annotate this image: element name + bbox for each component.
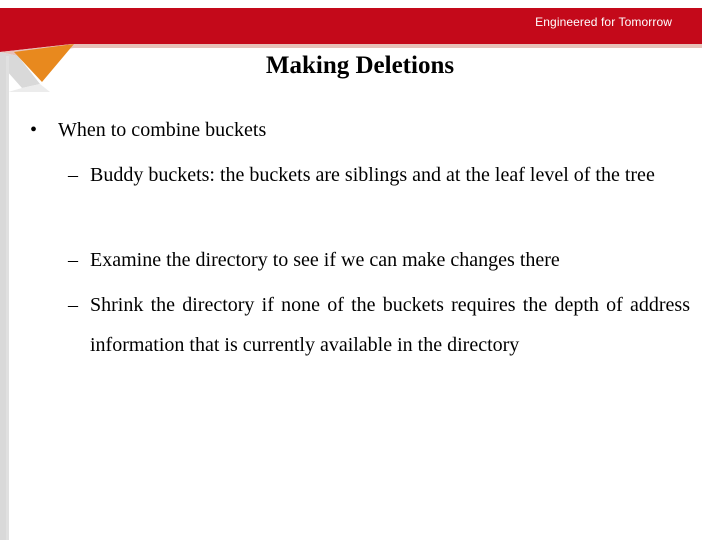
subpoint-text: Examine the directory to see if we can make changes there (90, 249, 560, 271)
bullet-text: When to combine buckets (58, 119, 267, 141)
subpoint-text: Shrink the directory if none of the buckets requires the depth of address information that is currently available in the directory (90, 294, 690, 356)
subpoint-item (68, 240, 690, 280)
subpoint-marker: – (68, 294, 78, 316)
subpoint-text: Buddy buckets: the buckets are siblings and at the leaf level of the tree (90, 164, 655, 186)
header-tagline: Engineered for Tomorrow (535, 15, 672, 29)
subpoint-item (68, 285, 690, 365)
slide-title: Making Deletions (265, 52, 455, 79)
subpoint-marker: – (68, 249, 78, 271)
bullet-item (30, 117, 266, 143)
bullet-marker: • (30, 119, 38, 141)
subpoint-marker: – (68, 164, 78, 186)
subpoint-item (68, 155, 690, 195)
